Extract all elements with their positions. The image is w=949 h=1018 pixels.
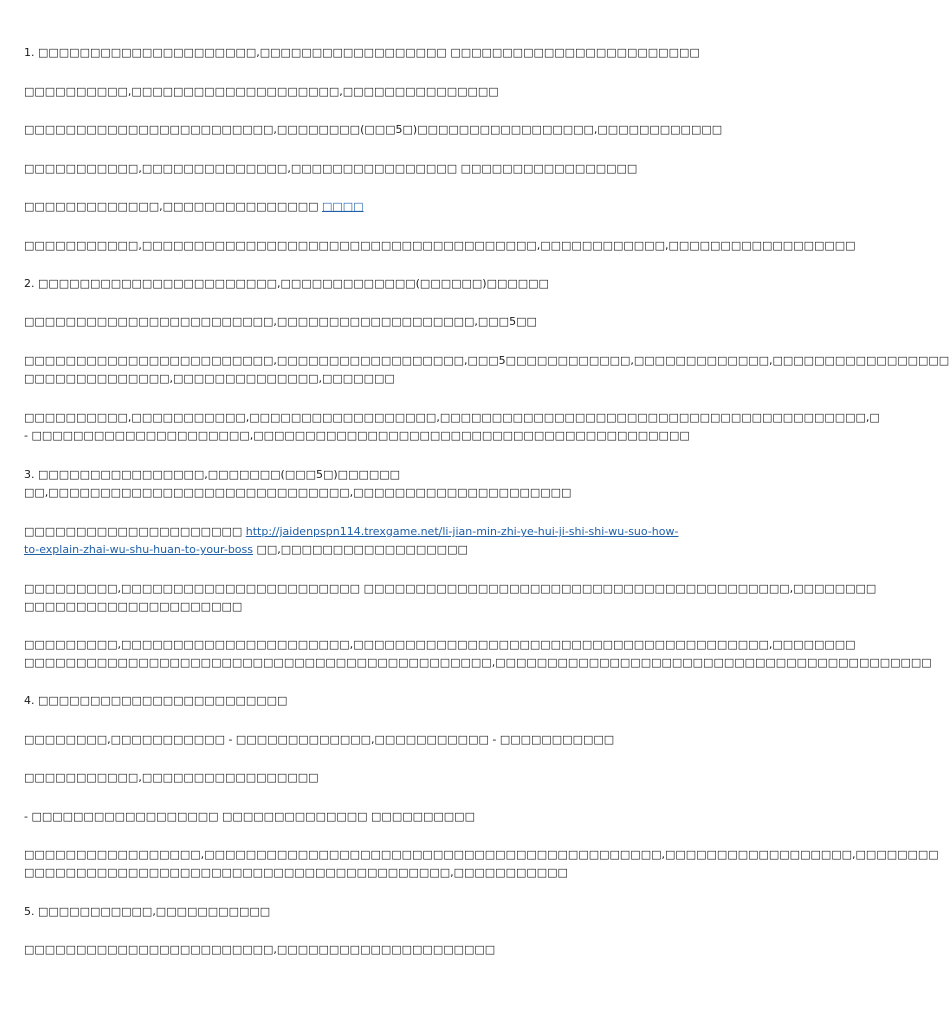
text-line: □□□□□□□□□□□□□□□□□□□□□□□□,□□□□□□□□(□□□5□)□□□□□□□□□□□□□□□□□,□□□□□□□□□□□□ bbox=[24, 123, 723, 136]
text-line: □□□□□□□□□□□,□□□□□□□□□□□□□□,□□□□□□□□□□□□□□□□ □□□□□□□□□□□□□□□□□ bbox=[24, 162, 638, 175]
text-span: □□,□□□□□□□□□□□□□□□□□□ bbox=[253, 543, 468, 556]
paragraph-2 bbox=[24, 83, 696, 101]
text-line: □□□□□□□□□,□□□□□□□□□□□□□□□□□□□□□□,□□□□□□□□□□□□□□□□□□□□□□□□□□□□□□□□□□□□□□□□,□□□□□□□□ bbox=[24, 638, 856, 651]
text-line: □□□□□□□□,□□□□□□□□□□□ - □□□□□□□□□□□□□,□□□□□□□□□□□ - □□□□□□□□□□□ bbox=[24, 733, 615, 746]
article-link[interactable]: http://jaidenpspn114.trexgame.net/li-jian-min-zhi-ye-hui-ji-shi-shi-wu-suo-how- bbox=[245, 525, 679, 538]
text-line: - □□□□□□□□□□□□□□□□□□□□□,□□□□□□□□□□□□□□□□□□□□□□□□□□□□□□□□□□□□□□□□□□ bbox=[24, 429, 690, 442]
text-line: 4. □□□□□□□□□□□□□□□□□□□□□□□□ bbox=[24, 694, 288, 707]
inline-link[interactable]: □□□□ bbox=[322, 200, 364, 213]
paragraph-21 bbox=[24, 941, 696, 959]
text-line: □□□□□□□□□□□□□□□□□□□□□□□□,□□□□□□□□□□□□□□□□□□,□□□5□□□□□□□□□□□□,□□□□□□□□□□□□□,□□□□□□□□□□□□□□□□□ bbox=[24, 354, 949, 367]
text-line bbox=[24, 198, 696, 216]
text-line: 2. □□□□□□□□□□□□□□□□□□□□□□□,□□□□□□□□□□□□□(□□□□□□)□□□□□□ bbox=[24, 277, 549, 290]
paragraph-17 bbox=[24, 769, 696, 787]
text-line: □□□□□□□□□□□□□□□□□,□□□□□□□□□□□□□□□□□□□□□□□□□□□□□□□□□□□□□□□□□□□□,□□□□□□□□□□□□□□□□□□,□□□□□□□□ bbox=[24, 848, 939, 861]
paragraph-10 bbox=[24, 409, 880, 445]
paragraph-6 bbox=[24, 237, 856, 255]
paragraph-13 bbox=[24, 580, 877, 616]
text-line: □□□□□□□□□□□□□□□□□□□□□□□□,□□□□□□□□□□□□□□□□□□□,□□□5□□ bbox=[24, 315, 537, 328]
paragraph-3 bbox=[24, 121, 723, 139]
text-line bbox=[24, 523, 696, 541]
paragraph-18 bbox=[24, 808, 696, 826]
text-span: □□□□□□□□□□□□□□□□□□□□□ bbox=[24, 525, 246, 538]
paragraph-9 bbox=[24, 352, 949, 388]
paragraph-12 bbox=[24, 523, 696, 559]
paragraph-7 bbox=[24, 275, 696, 293]
text-span: □□□□□□□□□□□□□,□□□□□□□□□□□□□□□ bbox=[24, 200, 322, 213]
text-line: - □□□□□□□□□□□□□□□□□□ □□□□□□□□□□□□□□ □□□□□□□□□□ bbox=[24, 810, 475, 823]
text-line: 5. □□□□□□□□□□□,□□□□□□□□□□□ bbox=[24, 905, 271, 918]
text-line: □□□□□□□□□,□□□□□□□□□□□□□□□□□□□□□□□ □□□□□□□□□□□□□□□□□□□□□□□□□□□□□□□□□□□□□□□□□,□□□□□□□□ bbox=[24, 582, 877, 595]
text-line: □□□□□□□□□□□□□□,□□□□□□□□□□□□□□,□□□□□□□ bbox=[24, 372, 395, 385]
text-line: □□□□□□□□□□,□□□□□□□□□□□□□□□□□□□□,□□□□□□□□□□□□□□□ bbox=[24, 85, 499, 98]
paragraph-14 bbox=[24, 636, 932, 672]
paragraph-15 bbox=[24, 692, 696, 710]
text-line: 1. □□□□□□□□□□□□□□□□□□□□□,□□□□□□□□□□□□□□□□□□ □□□□□□□□□□□□□□□□□□□□□□□□ bbox=[24, 46, 700, 59]
paragraph-8 bbox=[24, 313, 696, 331]
text-line bbox=[24, 541, 696, 559]
text-line: □□,□□□□□□□□□□□□□□□□□□□□□□□□□□□□□,□□□□□□□□□□□□□□□□□□□□□ bbox=[24, 486, 572, 499]
paragraph-16 bbox=[24, 731, 696, 749]
text-line: 3. □□□□□□□□□□□□□□□□,□□□□□□□(□□□5□)□□□□□□ bbox=[24, 468, 401, 481]
paragraph-11 bbox=[24, 466, 696, 502]
text-line: □□□□□□□□□□□,□□□□□□□□□□□□□□□□□□□□□□□□□□□□□□□□□□□□□□,□□□□□□□□□□□□,□□□□□□□□□□□□□□□□□□ bbox=[24, 239, 856, 252]
paragraph-4 bbox=[24, 160, 696, 178]
paragraph-5 bbox=[24, 198, 696, 216]
text-line: □□□□□□□□□□□□□□□□□□□□□□□□□□□□□□□□□□□□□□□□□□□□□,□□□□□□□□□□□□□□□□□□□□□□□□□□□□□□□□□□□□□□□□□□ bbox=[24, 656, 932, 669]
paragraph-20 bbox=[24, 903, 696, 921]
text-line: □□□□□□□□□□□,□□□□□□□□□□□□□□□□□ bbox=[24, 771, 319, 784]
text-line: □□□□□□□□□□□□□□□□□□□□□□□□□□□□□□□□□□□□□□□□□,□□□□□□□□□□□ bbox=[24, 866, 568, 879]
text-line: □□□□□□□□□□□□□□□□□□□□□□□□,□□□□□□□□□□□□□□□□□□□□□ bbox=[24, 943, 496, 956]
text-line: □□□□□□□□□□,□□□□□□□□□□□,□□□□□□□□□□□□□□□□□□,□□□□□□□□□□□□□□□□□□□□□□□□□□□□□□□□□□□□□□□□□,□ bbox=[24, 411, 880, 424]
article-link-continued[interactable]: to-explain-zhai-wu-shu-huan-to-your-boss bbox=[24, 543, 253, 556]
text-line: □□□□□□□□□□□□□□□□□□□□□ bbox=[24, 600, 243, 613]
paragraph-19 bbox=[24, 846, 939, 882]
paragraph-1 bbox=[24, 44, 700, 62]
